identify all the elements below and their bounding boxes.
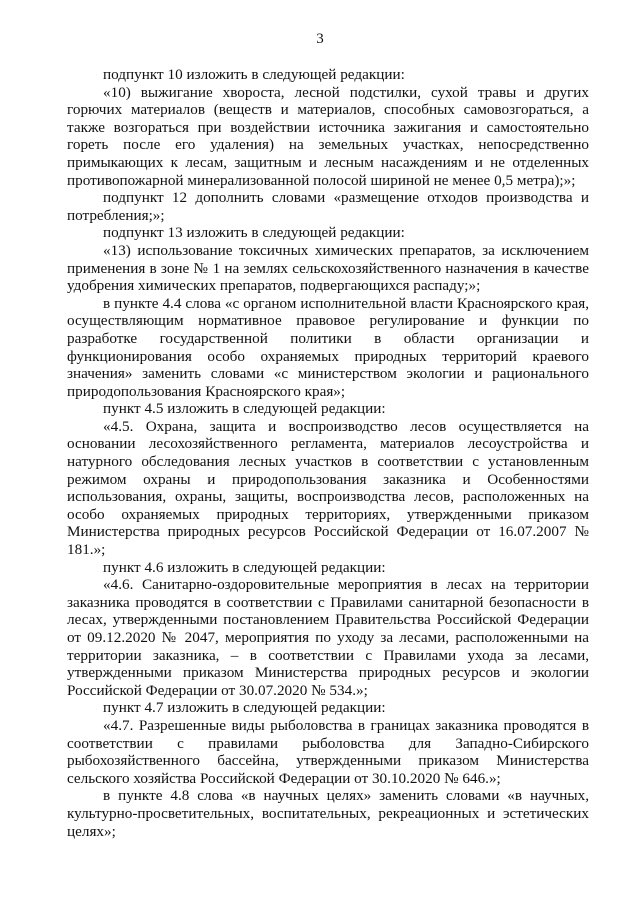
paragraph: подпункт 13 изложить в следующей редакции:	[103, 224, 405, 242]
paragraph: подпункт 12 дополнить словами «размещение отходов производства и потребления;»;	[67, 189, 589, 224]
paragraph: пункт 4.6 изложить в следующей редакции:	[103, 558, 386, 576]
paragraph: «4.6. Санитарно-оздоровительные мероприятия в лесах на территории заказника проводятся в соответствии с Правилами санитарной безопасности в лесах, утвержденными постановлением Правительства Российской Федерации от 09.12.2020 № 2047, мероприятия по уходу за лесами, расположенными на территории заказника, – в соответствии с Правилами ухода за лесами, утвержденными приказом Министерства природных ресурсов и экологии Российской Федерации от 30.07.2020 № 534.»;	[67, 576, 589, 699]
paragraph: «4.5. Охрана, защита и воспроизводство лесов осуществляется на основании лесохозяйственного регламента, материалов лесоустройства и натурного обследования лесных участков в соответствии с установленным режимом охраны и природопользования заказника и Особенностями использования, охраны, защиты, воспроизводства лесов, расположенных на особо охраняемых природных территориях, утвержденными приказом Министерства природных ресурсов Российской Федерации от 16.07.2007 № 181.»;	[67, 417, 589, 559]
paragraph: «10) выжигание хвороста, лесной подстилки, сухой травы и других горючих материалов (веществ и материалов, способных самовозгораться, а также возгораться при воздействии источника зажигания и самостоятельно гореть после его удаления) на земельных участках, непосредственно примыкающих к лесам, защитным и лесным насаждениям и не отделенных противопожарной минерализованной полосой шириной не менее 0,5 метра);»;	[67, 83, 589, 189]
page-number: 3	[316, 31, 324, 47]
paragraph: «4.7. Разрешенные виды рыболовства в границах заказника проводятся в соответствии с правилами рыболовства для Западно-Сибирского рыбохозяйственного бассейна, утвержденными приказом Министерства сельского хозяйства Российской Федерации от 30.10.2020 № 646.»;	[67, 716, 589, 787]
paragraph: в пункте 4.8 слова «в научных целях» заменить словами «в научных, культурно-просветительных, воспитательных, рекреационных и эстетических целях»;	[67, 787, 589, 840]
paragraph: пункт 4.7 изложить в следующей редакции:	[103, 699, 386, 717]
paragraph: в пункте 4.4 слова «с органом исполнительной власти Красноярского края, осуществляющим нормативное правовое регулирование и функции по разработке государственной политики в области организации и функционирования особо охраняемых природных территорий краевого значения» заменить словами «с министерством экологии и рационального природопользования Красноярского края»;	[67, 294, 589, 400]
paragraph: подпункт 10 изложить в следующей редакции:	[103, 66, 405, 83]
paragraph: пункт 4.5 изложить в следующей редакции:	[103, 400, 386, 418]
document-body	[67, 66, 589, 840]
paragraph: «13) использование токсичных химических препаратов, за исключением применения в зоне № 1 на землях сельскохозяйственного назначения в качестве удобрения химических препаратов, подвергающихся распаду;»;	[67, 241, 589, 295]
